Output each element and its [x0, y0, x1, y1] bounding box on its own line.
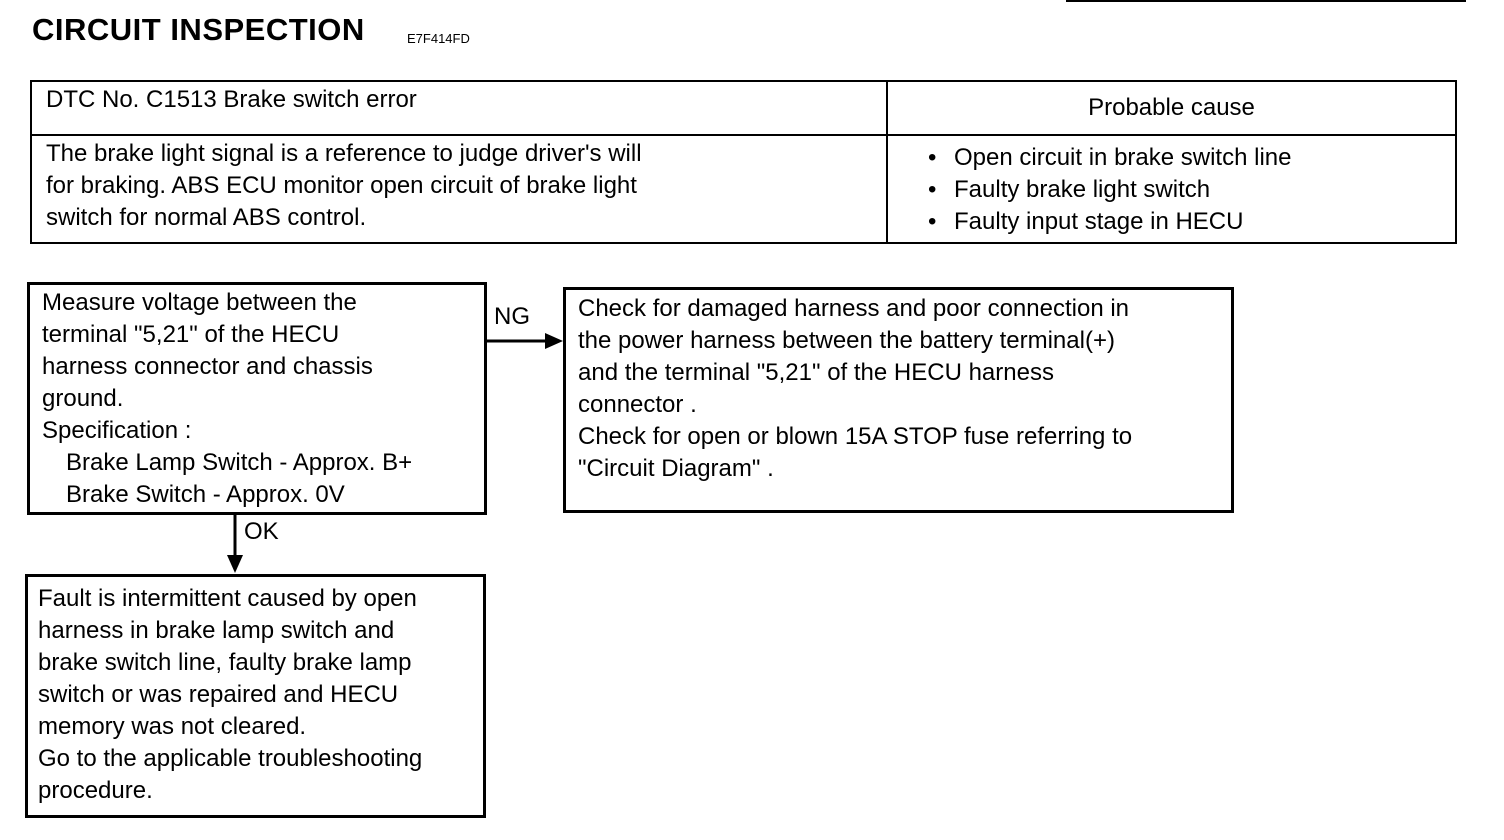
probable-cause-heading: Probable cause — [887, 81, 1456, 135]
page-title: CIRCUIT INSPECTION — [32, 12, 365, 47]
ok-line: Go to the applicable troubleshooting — [38, 745, 423, 772]
ng-label: NG — [494, 303, 530, 330]
ng-line: the power harness between the battery terminal(+) — [578, 327, 1115, 354]
ok-line: Fault is intermittent caused by open — [38, 585, 417, 612]
specification-label: Specification : — [42, 417, 192, 444]
measure-line: ground. — [42, 385, 124, 412]
description-line: switch for normal ABS control. — [46, 204, 367, 231]
ng-line: connector . — [578, 391, 697, 418]
ng-line: and the terminal "5,21" of the HECU harness — [578, 359, 1054, 386]
measure-line: Measure voltage between the — [42, 289, 357, 316]
ok-line: brake switch line, faulty brake lamp — [38, 649, 412, 676]
ok-line: procedure. — [38, 777, 153, 804]
ng-line: "Circuit Diagram" . — [578, 455, 774, 482]
ok-label: OK — [244, 518, 279, 545]
ok-line: harness in brake lamp switch and — [38, 617, 395, 644]
description-line: for braking. ABS ECU monitor open circuit of brake light — [46, 172, 637, 199]
dtc-heading: DTC No. C1513 Brake switch error — [31, 81, 887, 135]
ok-arrowhead — [227, 555, 243, 573]
ok-line: memory was not cleared. — [38, 713, 307, 740]
cause-item: • Faulty brake light switch — [928, 174, 1441, 206]
ng-line: Check for open or blown 15A STOP fuse referring to — [578, 423, 1133, 450]
measure-line: terminal "5,21" of the HECU — [42, 321, 340, 348]
ok-line: switch or was repaired and HECU — [38, 681, 399, 708]
description-line: The brake light signal is a reference to judge driver's will — [46, 140, 642, 167]
spec-brake-switch: Brake Switch - Approx. 0V — [66, 481, 345, 508]
ng-arrowhead — [545, 333, 563, 349]
spec-brake-lamp-switch: Brake Lamp Switch - Approx. B+ — [66, 449, 413, 476]
ng-line: Check for damaged harness and poor connection in — [578, 295, 1130, 322]
cause-item: • Faulty input stage in HECU — [928, 206, 1441, 238]
measure-line: harness connector and chassis — [42, 353, 373, 380]
document-code: E7F414FD — [407, 31, 470, 46]
cause-item: • Open circuit in brake switch line — [928, 142, 1441, 174]
